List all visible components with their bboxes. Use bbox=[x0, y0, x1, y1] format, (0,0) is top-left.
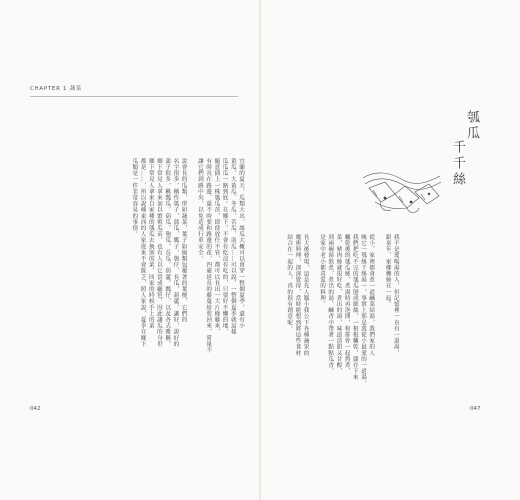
left-paragraph-line bbox=[188, 158, 196, 388]
left-paragraph-line: 說會長的瓜類，形如蔬菜，葉子如綿類包覆著的葉梗，它們的 bbox=[180, 158, 187, 323]
right-paragraph-line bbox=[310, 234, 318, 394]
left-page-body-text bbox=[130, 158, 245, 388]
header-rule bbox=[30, 96, 238, 97]
left-paragraph-line: 蒲子很多，稱瓢瓜，葫瓜，匏瓜，長瓜，葫蘆，瓢仔，以及各式雅稱， bbox=[164, 158, 171, 348]
right-paragraph-line bbox=[375, 234, 383, 394]
right-paragraph-line: 結合在一起的人，真的很有創意呢。 bbox=[286, 234, 293, 332]
left-paragraph-line: 有時長在路邊，還不時要和路邊的花，四處延長的藤蔓給剪回來，嘗量不 bbox=[205, 158, 212, 354]
page-number-right: 047 bbox=[470, 406, 481, 412]
left-paragraph-line: 瓜瓜瓜一路到底。在鄉下，不會有吃沒有吃的，只要好不懶的地， bbox=[221, 158, 228, 335]
right-paragraph-line: 喚它一瓠絲千絲湯一，事實上那是我從小最愛的一道湯， bbox=[360, 234, 367, 387]
left-paragraph-line: 都是……，所以說種東西的人家從來不會匱乏，照人家說，夏季在鄉下 bbox=[139, 158, 146, 348]
right-paragraph-line: 跟童年、家鄉纏綿在一起。 bbox=[384, 234, 391, 308]
right-paragraph-line: 我們把吃不完的瓠瓜刨成細絲，一根根曬乾，儲存下來 bbox=[351, 234, 358, 381]
right-paragraph-line: 是家中老小都喜愛的料理。 bbox=[319, 234, 326, 308]
right-paragraph-line: 曬乾後的瓠瓜絲，煮湯時再泡開，和排骨一起熬煮， bbox=[343, 234, 350, 375]
right-paragraph-line: 長大後發現，這是先人腦小我公下各種蔬果的 bbox=[302, 234, 309, 356]
left-paragraph-line: 瓜類是一件非常容易的事情。 bbox=[131, 158, 138, 238]
page-number-left: 042 bbox=[30, 406, 41, 412]
recipe-title-part2: 千千絲 bbox=[450, 140, 465, 188]
left-paragraph-line: 鄉下常見人拿來加以繁殖瓜苗，也有人以它當成籬笆，因此讓瓜的身世 bbox=[155, 158, 162, 348]
left-paragraph-line: 黃瓜、大黃瓜、冬瓜、苦瓜、南瓜……可以說，一整個夏季就這樣 bbox=[229, 158, 236, 335]
left-paragraph-line: 名字很多，稱作瓠子，蒲瓜，瓢子，匏仔，長瓜，葫蘆，讓好，說好的 bbox=[172, 158, 179, 348]
right-paragraph-line: 魔術料理，深深覺得，當時能想到將這些食材 bbox=[294, 234, 301, 356]
right-paragraph-line: 到兩碗湯熬煮，煮出的湯，鹹香中帶著一點點瓜香， bbox=[327, 234, 334, 375]
left-paragraph-line: 隨意插上一株瓠瓜苗，即使放任不管，都可以長出一大片綠藤來， bbox=[213, 158, 220, 335]
chapter-header: CHAPTER 1 蔬菜 bbox=[30, 86, 83, 92]
right-page-body-text bbox=[285, 234, 400, 394]
right-paragraph-line: 我不是愛喝湯的人，但記憶裡一直有一道湯， bbox=[392, 234, 399, 356]
right-paragraph-line: 菜，豬肉絲就很好吃，煮出的湯，味道清甜又甘醇， bbox=[335, 234, 342, 375]
right-paragraph-line: 從小，家裡都會煮一道鹹菜結湯，我們家的人 bbox=[368, 234, 375, 356]
gourd-illustration bbox=[355, 158, 450, 218]
recipe-title-part1: 瓠瓜 bbox=[464, 110, 479, 142]
left-paragraph-line: 鄉下常見人拿來自家種的瓠瓜去換別的菜，回家的時候手上的菜 bbox=[147, 158, 154, 329]
left-paragraph-line: 宜蘭的夏天，瓜類大出，絲瓜大概可以賣穿一整個夏季，還有小 bbox=[238, 158, 244, 329]
left-paragraph-line: 讓它們到路中央，以免造成行車安全。 bbox=[196, 158, 203, 262]
